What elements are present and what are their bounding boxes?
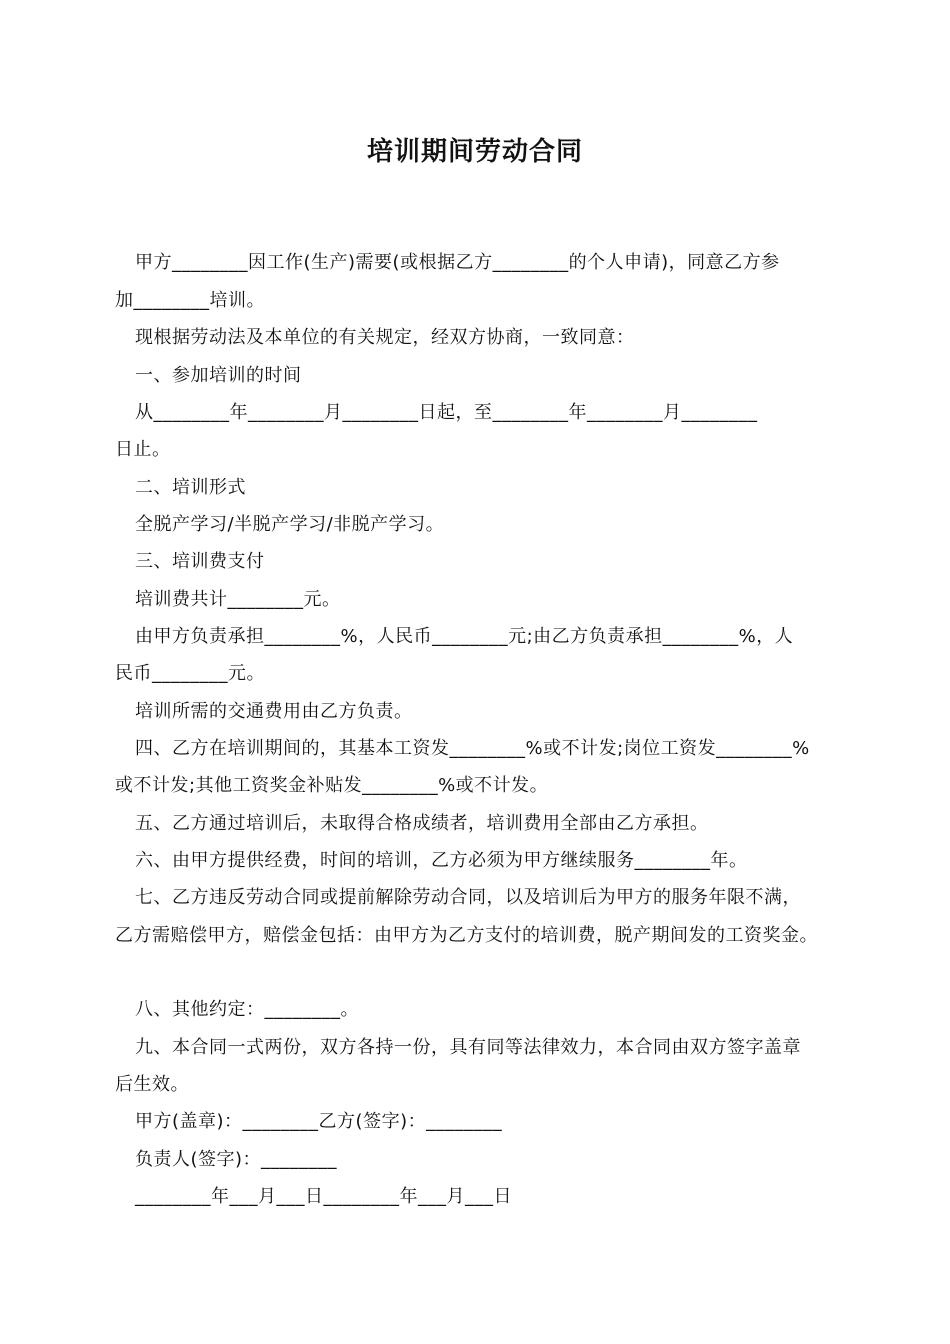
section-heading: 三、培训费支付 (135, 551, 265, 572)
paragraph-line: 全脱产学习/半脱产学习/非脱产学习。 (135, 514, 445, 535)
paragraph-line: 八、其他约定：________。 (135, 999, 359, 1020)
document-title: 培训期间劳动合同 (366, 137, 583, 167)
paragraph-line: 甲方________因工作(生产)需要(或根据乙方________的个人申请)，同意乙方参 (135, 252, 780, 273)
paragraph-line: 乙方需赔偿甲方，赔偿金包括：由甲方为乙方支付的培训费，脱产期间发的工资奖金。 (115, 925, 818, 946)
paragraph-line: 七、乙方违反劳动合同或提前解除劳动合同，以及培训后为甲方的服务年限不满， (135, 887, 801, 908)
paragraph-line: 五、乙方通过培训后，未取得合格成绩者，培训费用全部由乙方承担。 (135, 813, 709, 834)
paragraph-line: 六、由甲方提供经费，时间的培训，乙方必须为甲方继续服务________年。 (135, 850, 748, 871)
signature-line: 甲方(盖章)：________乙方(签字)：________ (135, 1111, 503, 1132)
paragraph-line: 后生效。 (115, 1074, 189, 1095)
date-line: ________年___月___日________年___月___日 (135, 1186, 512, 1207)
paragraph-line: 培训所需的交通费用由乙方负责。 (135, 701, 413, 722)
paragraph-line: 或不计发;其他工资奖金补贴发________%或不计发。 (115, 775, 549, 796)
paragraph-line: 由甲方负责承担________%，人民币________元;由乙方负责承担________%，人 (135, 626, 794, 647)
paragraph-line: 日止。 (115, 439, 171, 460)
section-heading: 一、参加培训的时间 (135, 365, 302, 386)
paragraph-line: 现根据劳动法及本单位的有关规定，经双方协商，一致同意： (135, 327, 635, 348)
paragraph-line: 加________培训。 (115, 290, 265, 311)
paragraph-line: 培训费共计________元。 (135, 589, 341, 610)
section-heading: 二、培训形式 (135, 477, 246, 498)
paragraph-line: 民币________元。 (115, 663, 265, 684)
paragraph-line: 四、乙方在培训期间的，其基本工资发________%或不计发;岗位工资发________% (135, 738, 810, 759)
signature-line: 负责人(签字)：________ (135, 1149, 338, 1170)
paragraph-line: 从________年________月________日起，至________年________月________ (135, 402, 758, 423)
paragraph-line: 九、本合同一式两份，双方各持一份，具有同等法律效力，本合同由双方签字盖章 (135, 1037, 801, 1058)
